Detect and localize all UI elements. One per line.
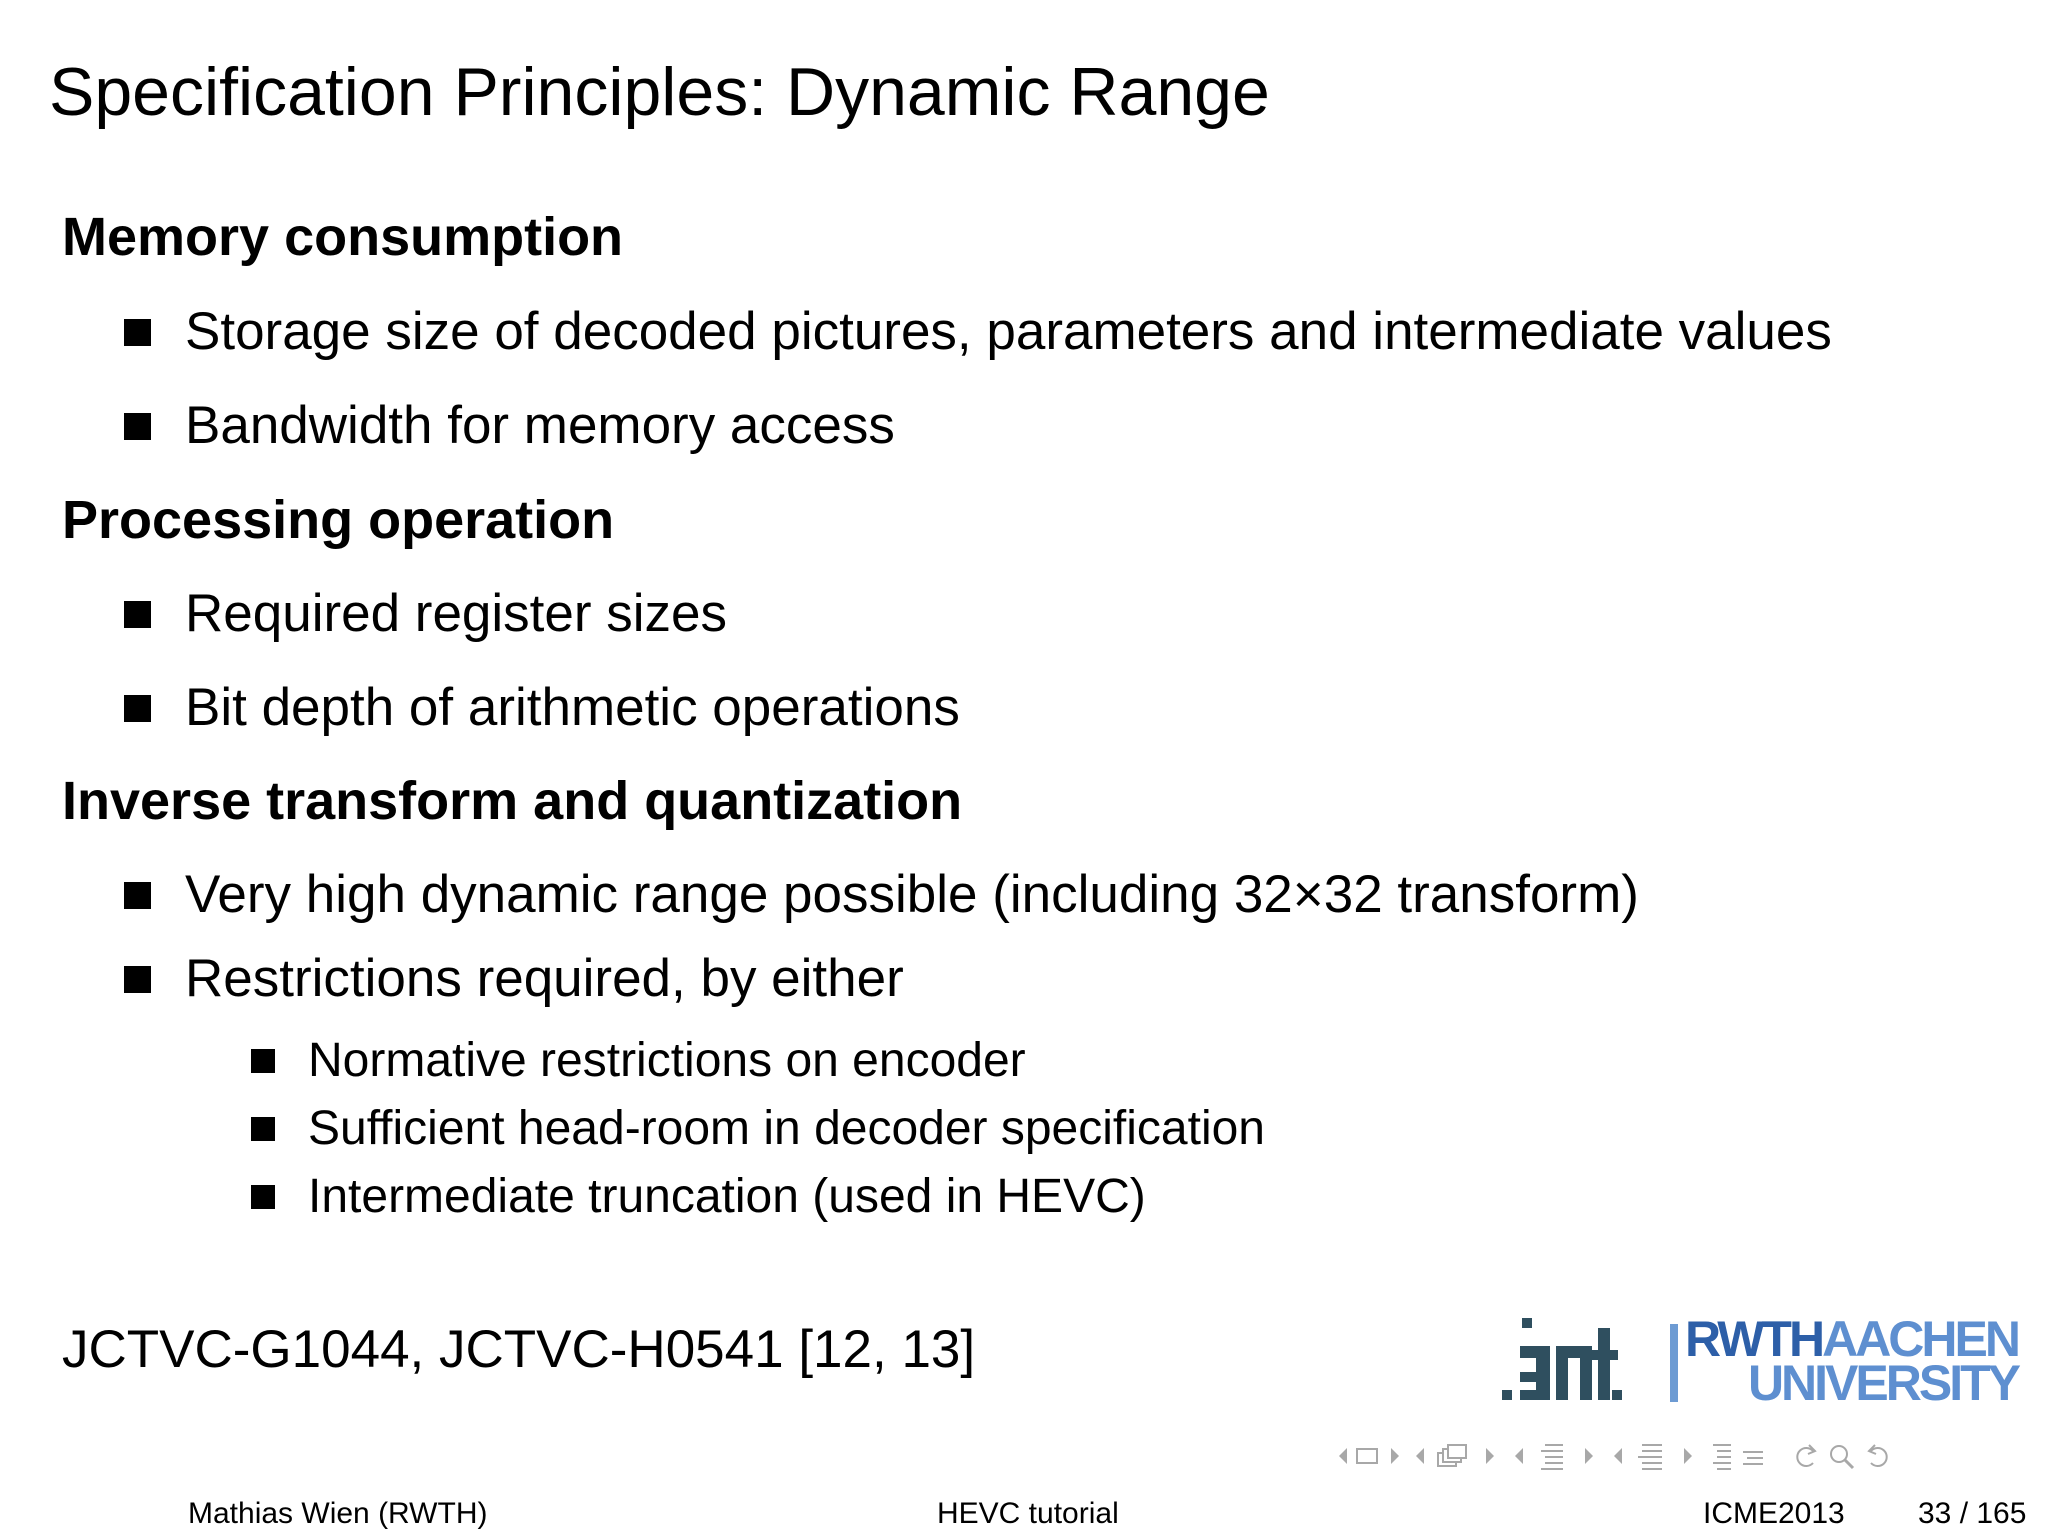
list-item-text: Bandwidth for memory access bbox=[185, 396, 895, 455]
bullet-icon bbox=[251, 1185, 275, 1209]
section-heading-processing: Processing operation bbox=[62, 490, 615, 550]
logo-divider bbox=[1670, 1324, 1678, 1402]
section-heading-transform: Inverse transform and quantization bbox=[62, 771, 963, 831]
bullet-icon bbox=[124, 413, 151, 440]
list-item bbox=[124, 582, 727, 646]
bullet-icon bbox=[124, 966, 151, 993]
bullet-icon bbox=[124, 319, 151, 346]
aachen-logo-text: AACHEN bbox=[1822, 1311, 2018, 1367]
list-item-text: Very high dynamic range possible (including 32×32 transform) bbox=[185, 865, 1639, 924]
sub-list-item bbox=[251, 1032, 1026, 1090]
rwth-logo-text: RWTH bbox=[1685, 1311, 1823, 1367]
list-item bbox=[124, 676, 960, 740]
bullet-icon bbox=[124, 601, 151, 628]
sub-list-item bbox=[251, 1100, 1265, 1158]
ient-logo bbox=[1500, 1310, 1630, 1406]
nav-forward-icon[interactable] bbox=[1865, 1441, 1893, 1471]
list-item-text: Bit depth of arithmetic operations bbox=[185, 678, 960, 737]
nav-search-icon[interactable] bbox=[1828, 1441, 1856, 1471]
footer-page-number: 33 / 165 bbox=[1918, 1497, 2027, 1530]
list-item bbox=[124, 300, 1832, 364]
bullet-icon bbox=[251, 1049, 275, 1073]
list-item-text: Storage size of decoded pictures, parameters and intermediate values bbox=[185, 302, 1832, 361]
sub-list-item-text: Sufficient head-room in decoder specification bbox=[308, 1102, 1265, 1155]
logo-bar bbox=[1500, 1310, 2040, 1410]
nav-back-icon[interactable] bbox=[1791, 1441, 1819, 1471]
nav-document-icon[interactable] bbox=[1709, 1441, 1773, 1471]
slide-title: Specification Principles: Dynamic Range bbox=[49, 54, 1270, 130]
rwth-aachen-logo bbox=[1685, 1311, 2018, 1411]
nav-subsection-icon[interactable] bbox=[1511, 1441, 1601, 1471]
bullet-icon bbox=[124, 695, 151, 722]
sub-list-item-text: Intermediate truncation (used in HEVC) bbox=[308, 1170, 1146, 1223]
footer-event: ICME2013 bbox=[1703, 1497, 1845, 1530]
beamer-navigation bbox=[1335, 1438, 1902, 1474]
list-item-text: Required register sizes bbox=[185, 584, 728, 643]
bullet-icon bbox=[124, 882, 151, 909]
footer-title: HEVC tutorial bbox=[937, 1497, 1119, 1530]
list-item bbox=[124, 947, 904, 1011]
list-item bbox=[124, 394, 895, 458]
nav-frame-icon[interactable] bbox=[1412, 1441, 1502, 1471]
section-heading-memory: Memory consumption bbox=[62, 207, 624, 267]
bullet-icon bbox=[251, 1117, 275, 1141]
sub-list-item-text: Normative restrictions on encoder bbox=[308, 1034, 1026, 1087]
list-item bbox=[124, 863, 1639, 927]
footer-author: Mathias Wien (RWTH) bbox=[188, 1497, 488, 1530]
list-item-text: Restrictions required, by either bbox=[185, 949, 904, 1008]
sub-list-item bbox=[251, 1168, 1146, 1226]
nav-slide-icon[interactable] bbox=[1335, 1443, 1403, 1469]
university-logo-text: UNIVERSITY bbox=[1747, 1355, 2018, 1411]
reference-citation: JCTVC-G1044, JCTVC-H0541 [12, 13] bbox=[62, 1320, 976, 1379]
nav-section-icon[interactable] bbox=[1610, 1441, 1700, 1471]
